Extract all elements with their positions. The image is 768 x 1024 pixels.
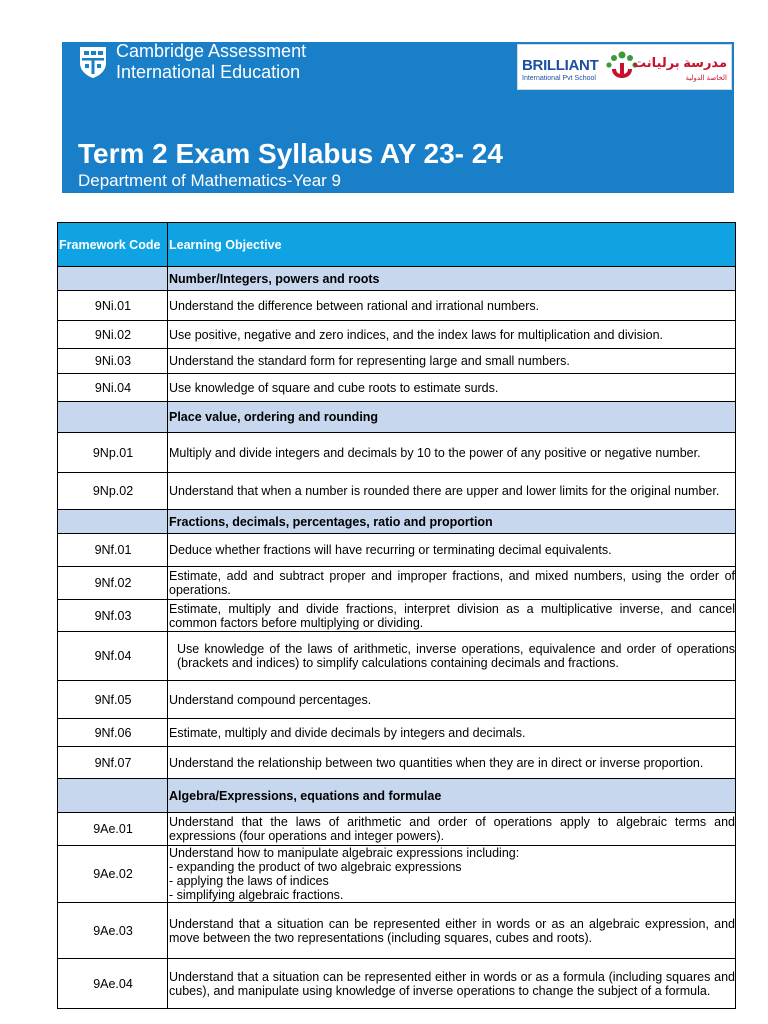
framework-code: 9Nf.02 [58, 567, 168, 600]
learning-objective: Understand that a situation can be represented either in words or as an algebraic expression, and move between the two representations (including squares, cubes and roots). [168, 903, 736, 959]
learning-objective: Understand that when a number is rounded there are upper and lower limits for the original number. [168, 473, 736, 510]
table-row [58, 632, 736, 681]
learning-objective: Use knowledge of square and cube roots to estimate surds. [168, 374, 736, 402]
framework-code: 9Ae.02 [58, 846, 168, 903]
table-row [58, 433, 736, 473]
framework-code: 9Ni.02 [58, 321, 168, 349]
table-row [58, 534, 736, 567]
learning-objective: Estimate, multiply and divide decimals by integers and decimals. [168, 719, 736, 747]
framework-code: 9Ni.01 [58, 291, 168, 321]
page-title: Term 2 Exam Syllabus AY 23- 24 [78, 138, 503, 169]
school-sub-arabic: الخاصة الدولية [685, 75, 727, 82]
framework-code: 9Ni.04 [58, 374, 168, 402]
section-code-cell [58, 402, 168, 433]
section-title: Algebra/Expressions, equations and formulae [168, 779, 736, 813]
learning-objective: Understand how to manipulate algebraic expressions including: - expanding the product of two algebraic expressions - applying the laws of indices - simplifying algebraic fractions. [168, 846, 736, 903]
learning-objective: Understand compound percentages. [168, 681, 736, 719]
column-header-objective: Learning Objective [168, 223, 736, 267]
section-title: Place value, ordering and rounding [168, 402, 736, 433]
section-title: Number/Integers, powers and roots [168, 267, 736, 291]
cambridge-crest-icon [78, 45, 108, 79]
org-name-line2: International Education [116, 62, 301, 82]
framework-code: 9Nf.04 [58, 632, 168, 681]
framework-code: 9Np.01 [58, 433, 168, 473]
school-name-arabic: مدرسة برليانت [632, 55, 727, 70]
header-banner [62, 42, 734, 193]
cambridge-logo [78, 42, 306, 82]
learning-objective: Understand that the laws of arithmetic and order of operations apply to algebraic terms and expressions (four operations and integer powers). [168, 813, 736, 846]
learning-objective: Use positive, negative and zero indices, and the index laws for multiplication and division. [168, 321, 736, 349]
table-row [58, 600, 736, 632]
table-row [58, 903, 736, 959]
section-title: Fractions, decimals, percentages, ratio and proportion [168, 510, 736, 534]
table-row [58, 321, 736, 349]
table-row [58, 374, 736, 402]
table-row [58, 291, 736, 321]
section-code-cell [58, 779, 168, 813]
table-row [58, 747, 736, 779]
page-subtitle: Department of Mathematics-Year 9 [78, 171, 341, 190]
learning-objective: Use knowledge of the laws of arithmetic, inverse operations, equivalence and order of operations (brackets and indices) to simplify calculations containing decimals and fractions. [168, 632, 736, 681]
framework-code: 9Nf.07 [58, 747, 168, 779]
learning-objective: Deduce whether fractions will have recurring or terminating decimal equivalents. [168, 534, 736, 567]
table-row [58, 681, 736, 719]
school-logo [517, 44, 732, 90]
table-row [58, 473, 736, 510]
framework-code: 9Nf.01 [58, 534, 168, 567]
framework-code: 9Nf.03 [58, 600, 168, 632]
section-row [58, 402, 736, 433]
section-row [58, 510, 736, 534]
learning-objective: Understand the relationship between two quantities when they are in direct or inverse proportion. [168, 747, 736, 779]
framework-code: 9Np.02 [58, 473, 168, 510]
framework-code: 9Ae.03 [58, 903, 168, 959]
framework-code: 9Ae.01 [58, 813, 168, 846]
learning-objective: Understand that a situation can be represented either in words or as a formula (including squares and cubes), and manipulate using knowledge of inverse operations to change the subject of a formula. [168, 959, 736, 1009]
school-name: BRILLIANT [522, 57, 599, 74]
framework-code: 9Nf.06 [58, 719, 168, 747]
school-sub: International Pvt School [522, 75, 596, 82]
syllabus-table [57, 222, 736, 1009]
section-row [58, 779, 736, 813]
table-row [58, 349, 736, 374]
org-name-line1: Cambridge Assessment [116, 41, 307, 61]
table-body [58, 267, 736, 1009]
column-header-code: Framework Code [58, 223, 168, 267]
table-header-row [58, 223, 736, 267]
table-row [58, 959, 736, 1009]
learning-objective: Estimate, multiply and divide fractions, interpret division as a multiplicative inverse, and cancel common factors before multiplying or dividing. [169, 601, 735, 630]
framework-code: 9Ae.04 [58, 959, 168, 1009]
learning-objective: Multiply and divide integers and decimals by 10 to the power of any positive or negative number. [168, 433, 736, 473]
framework-code: 9Ni.03 [58, 349, 168, 374]
learning-objective: Understand the difference between rational and irrational numbers. [168, 291, 736, 321]
section-row [58, 267, 736, 291]
section-code-cell [58, 267, 168, 291]
table-row [58, 567, 736, 600]
section-code-cell [58, 510, 168, 534]
table-row [58, 719, 736, 747]
learning-objective: Estimate, add and subtract proper and improper fractions, and mixed numbers, using the order of operations. [168, 567, 736, 600]
table-row [58, 846, 736, 903]
learning-objective: Understand the standard form for representing large and small numbers. [168, 349, 736, 374]
table-row [58, 813, 736, 846]
framework-code: 9Nf.05 [58, 681, 168, 719]
